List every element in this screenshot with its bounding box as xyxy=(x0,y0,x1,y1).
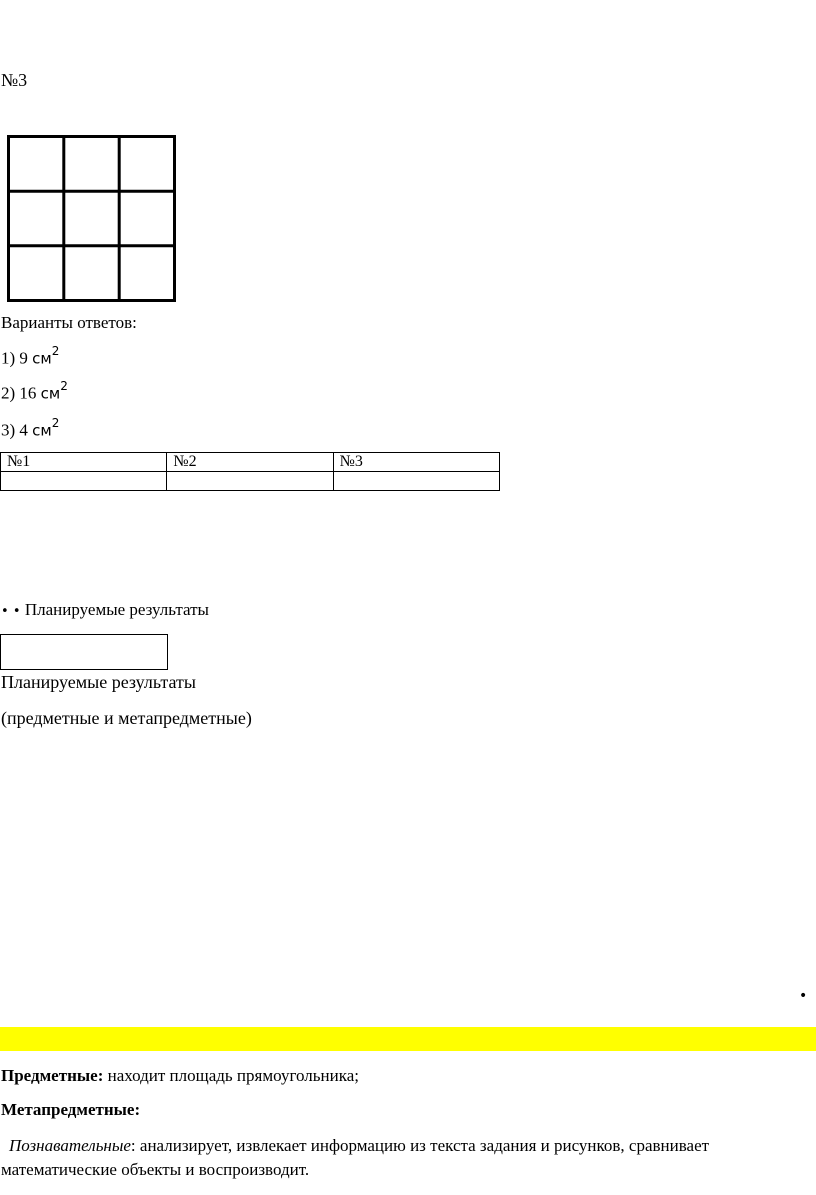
task-number: №3 xyxy=(1,70,28,90)
answer-variants-title: Варианты ответов: xyxy=(1,313,137,332)
planned-results-subtitle: (предметные и метапредметные) xyxy=(1,708,252,728)
meta-outcomes-title: Метапредметные: xyxy=(1,1100,141,1119)
answer-cell-2[interactable] xyxy=(167,472,333,491)
answer-table xyxy=(0,452,500,491)
option-text: 3) 4 xyxy=(1,420,28,440)
answer-option-3 xyxy=(1,418,59,441)
option-text: 1) 9 xyxy=(1,348,28,368)
table-header-cell: №1 xyxy=(1,453,167,472)
option-power: 2 xyxy=(51,344,60,358)
bullet-icon: • xyxy=(12,604,21,619)
answer-option-1 xyxy=(1,346,59,369)
table-row xyxy=(1,472,500,491)
table-header-row xyxy=(1,453,500,472)
table-header-cell: №2 xyxy=(167,453,333,472)
option-power: 2 xyxy=(51,416,60,430)
option-unit: см xyxy=(32,421,52,440)
bullet-icon: • xyxy=(799,988,808,1004)
answer-cell-3[interactable] xyxy=(333,472,499,491)
planned-results-bullet-heading xyxy=(1,600,209,620)
table-header-cell: №3 xyxy=(333,453,499,472)
answer-cell-1[interactable] xyxy=(1,472,167,491)
subject-outcome-label: Предметные: xyxy=(1,1066,104,1085)
square-grid-figure xyxy=(7,135,176,302)
bullet-icon: • xyxy=(1,604,9,619)
grid-outline xyxy=(9,137,175,301)
cognitive-outcome-text: : анализирует, извлекает информацию из текста задания и рисунков, сравнивает математические объекты и воспроизводит. xyxy=(1,1136,710,1179)
subject-outcome xyxy=(1,1066,359,1086)
cognitive-outcome xyxy=(1,1134,806,1182)
option-unit: см xyxy=(40,384,61,403)
option-unit: см xyxy=(32,349,52,368)
cognitive-outcome-label: Познавательные xyxy=(9,1136,131,1155)
highlight-bar xyxy=(0,1027,816,1051)
option-text: 2) 16 xyxy=(1,383,37,403)
empty-frame xyxy=(0,634,168,670)
subject-outcome-text: находит площадь прямоугольника; xyxy=(103,1066,359,1085)
answer-option-2 xyxy=(1,381,68,404)
option-power: 2 xyxy=(60,379,68,393)
planned-results-title: Планируемые результаты xyxy=(1,672,196,692)
bullet-heading-text: Планируемые результаты xyxy=(24,600,209,619)
